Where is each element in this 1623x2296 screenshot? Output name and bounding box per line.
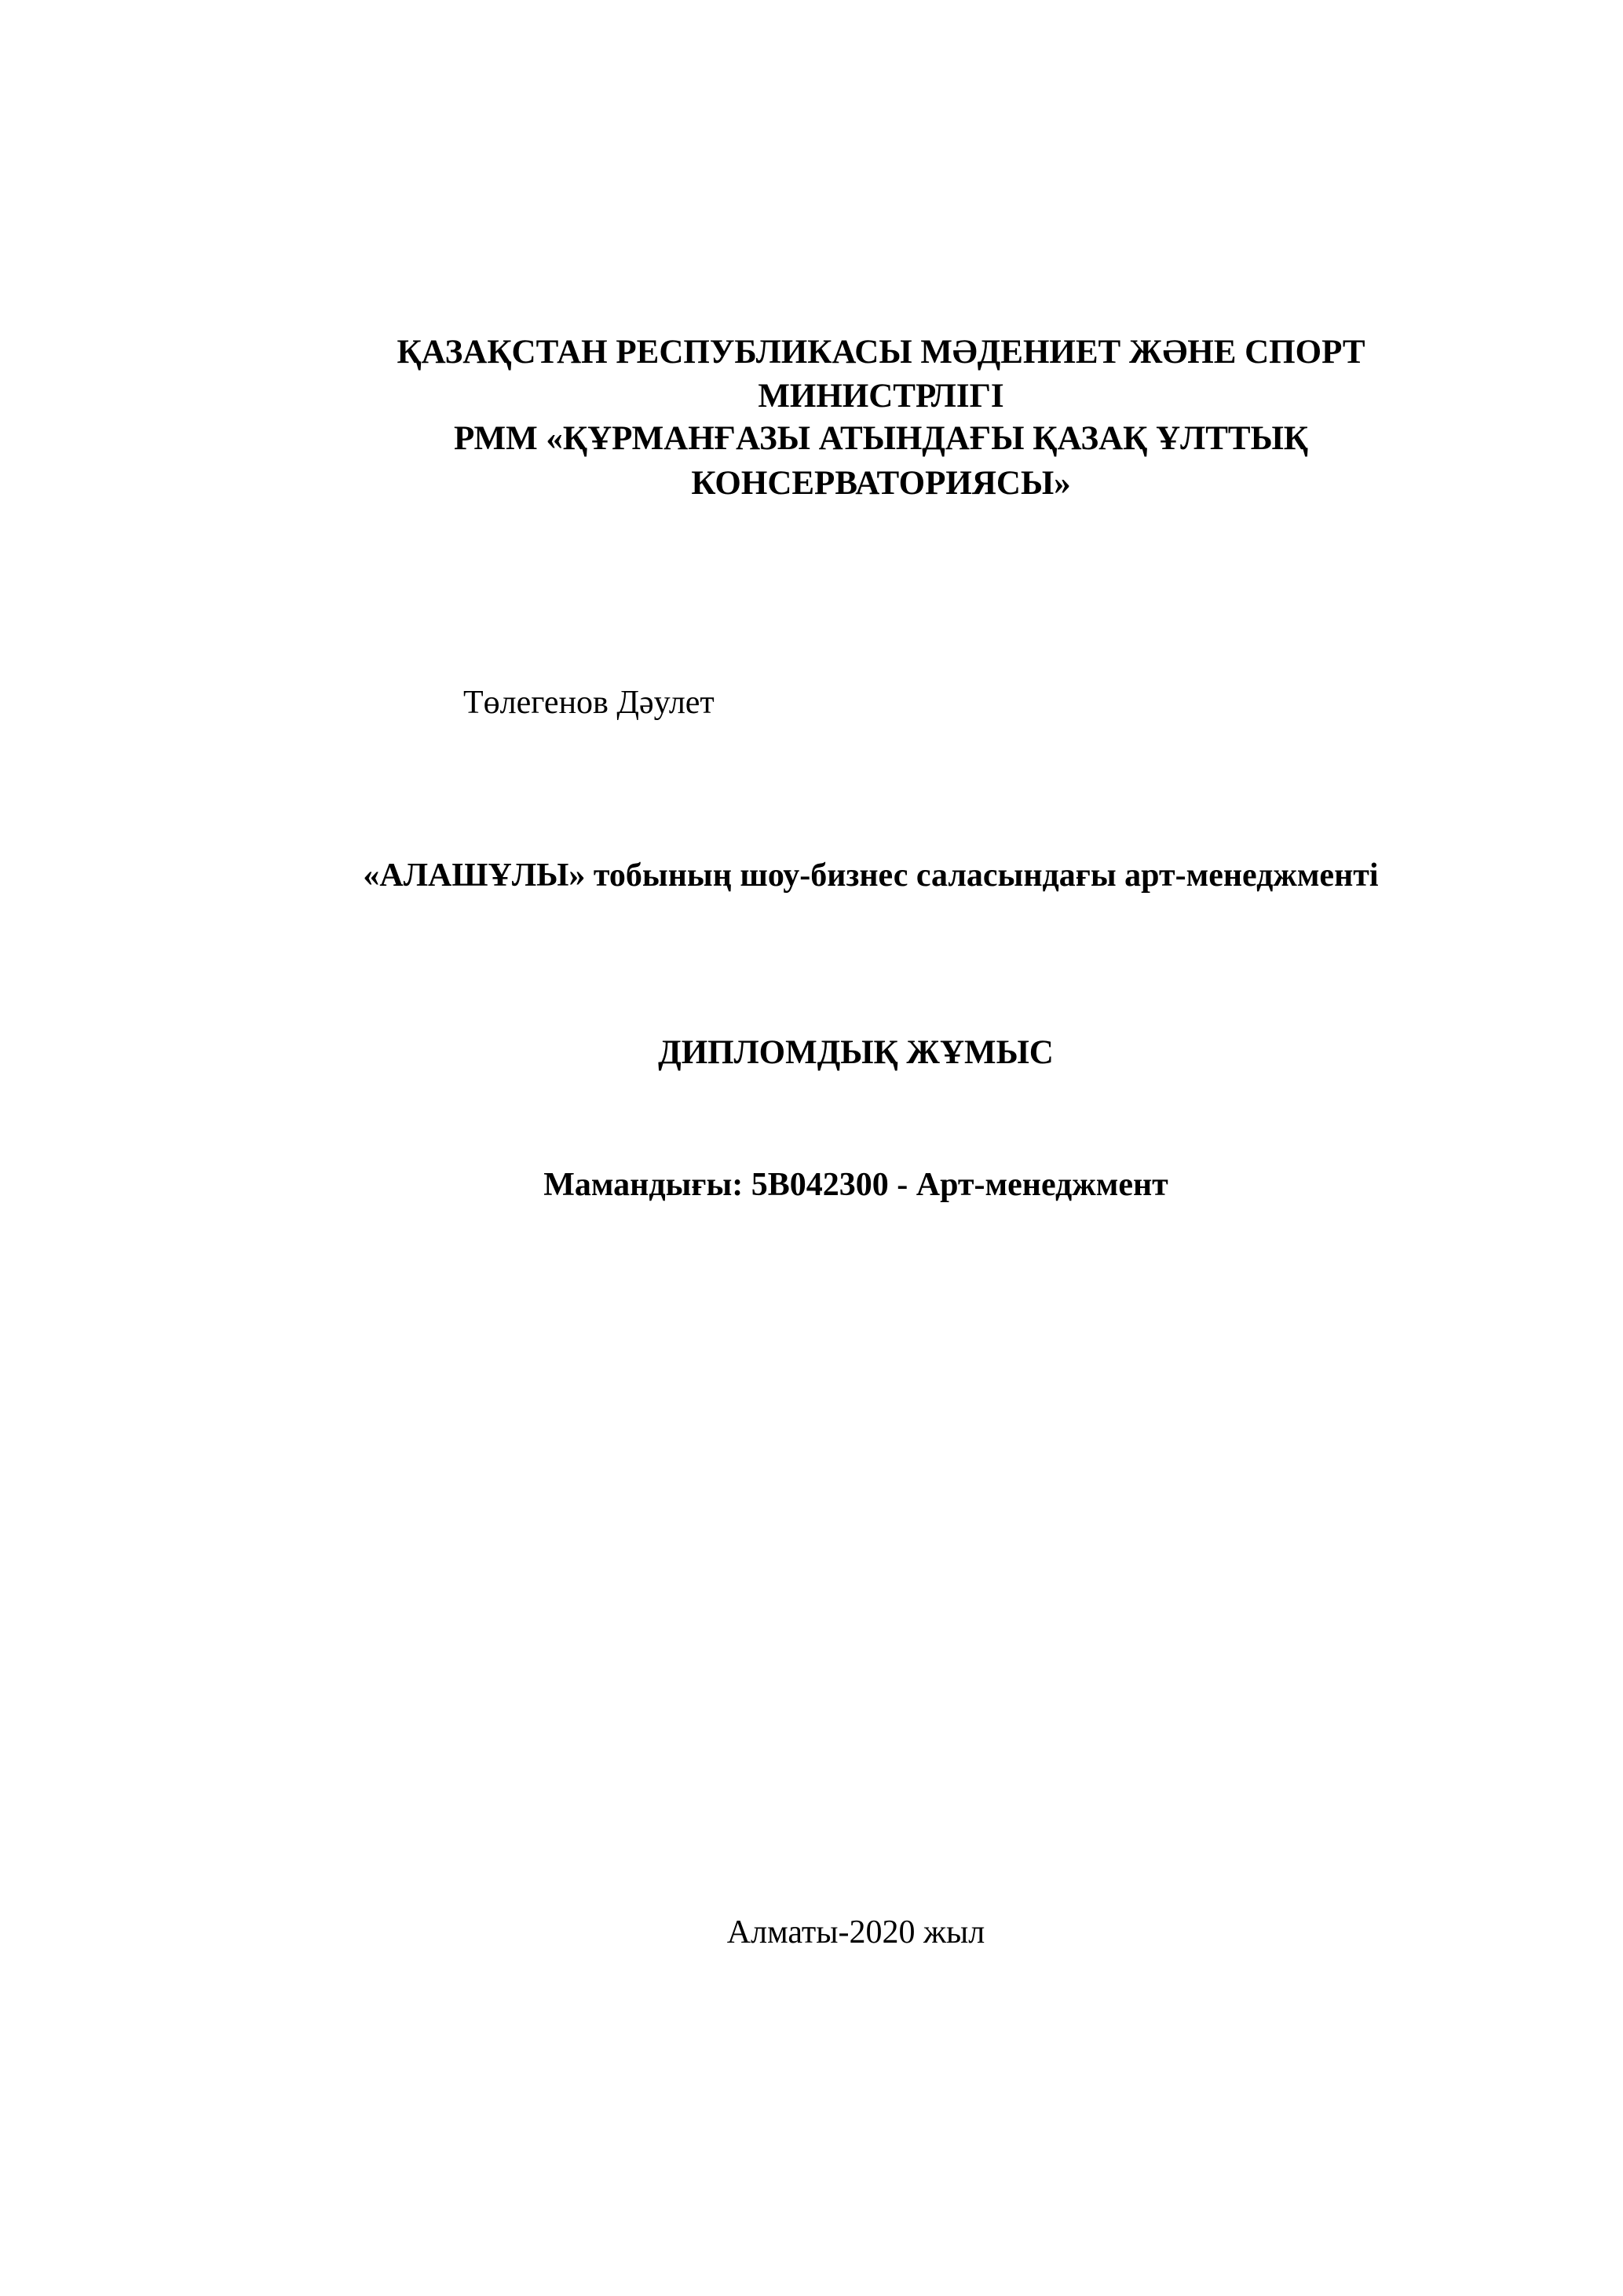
thesis-title: «АЛАШҰЛЫ» тобының шоу-бизнес саласындағы арт-менеджменті: [363, 857, 1379, 894]
work-type-heading: ДИПЛОМДЫҚ ЖҰМЫС: [658, 1034, 1054, 1071]
ministry-heading-line-4: КОНСЕРВАТОРИЯСЫ»: [691, 465, 1071, 502]
ministry-heading-line-1: ҚАЗАҚСТАН РЕСПУБЛИКАСЫ МӘДЕНИЕТ ЖӘНЕ СПОРТ: [397, 334, 1365, 371]
ministry-heading-line-3: РММ «ҚҰРМАНҒАЗЫ АТЫНДАҒЫ ҚАЗАҚ ҰЛТТЫҚ: [454, 420, 1308, 457]
specialty-line: Мамандығы: 5В042300 - Арт-менеджмент: [543, 1167, 1168, 1203]
ministry-heading-line-2: МИНИСТРЛІГІ: [758, 378, 1004, 415]
author-name: Төлегенов Дәулет: [463, 685, 715, 721]
city-year: Алматы-2020 жыл: [726, 1914, 985, 1951]
